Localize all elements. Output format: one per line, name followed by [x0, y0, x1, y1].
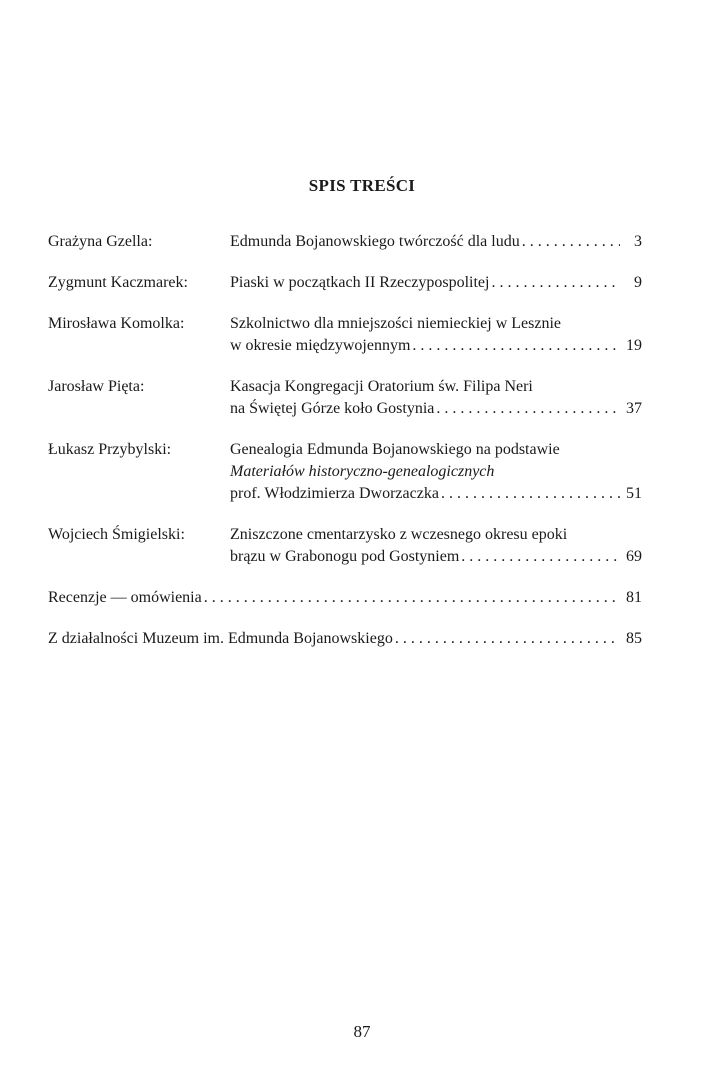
- dot-leader: [441, 483, 620, 505]
- toc-title-line: na Świętej Górze koło Gostynia: [230, 400, 435, 417]
- toc-title-line: Recenzje — omówienia: [48, 589, 202, 606]
- dot-leader: [436, 398, 620, 420]
- toc-entry-full: [48, 587, 642, 609]
- toc-title-line-italic: Materiałów historyczno-genealogicznych: [230, 463, 495, 480]
- dot-leader: [395, 628, 620, 650]
- toc-author: Wojciech Śmigielski:: [48, 526, 185, 543]
- toc-page-number: 51: [626, 485, 642, 502]
- toc-entry: [48, 272, 642, 294]
- dot-leader: [204, 587, 620, 609]
- dot-leader: [491, 272, 620, 294]
- toc-page-number: 81: [626, 589, 642, 606]
- toc-page-number: 9: [634, 274, 642, 291]
- toc-title-line: Piaski w początkach II Rzeczypospolitej: [230, 274, 490, 291]
- toc-author: Zygmunt Kaczmarek:: [48, 274, 188, 291]
- dot-leader: [412, 335, 620, 357]
- toc-author: Mirosława Komolka:: [48, 315, 185, 332]
- toc-page-number: 85: [626, 630, 642, 647]
- toc-entry: [48, 439, 642, 505]
- toc-page-number: 19: [626, 337, 642, 354]
- toc-title-line: Genealogia Edmunda Bojanowskiego na podstawie: [230, 441, 560, 458]
- dot-leader: [522, 231, 620, 253]
- toc-title-line: Z działalności Muzeum im. Edmunda Bojanowskiego: [48, 630, 393, 647]
- page-number: 87: [353, 1022, 371, 1041]
- toc-author: Jarosław Pięta:: [48, 378, 145, 395]
- toc-title-line: Kasacja Kongregacji Oratorium św. Filipa Neri: [230, 378, 533, 395]
- toc-title-line: w okresie międzywojennym: [230, 337, 411, 354]
- toc-title-line: brązu w Grabonogu pod Gostyniem: [230, 548, 460, 565]
- table-of-contents: [48, 231, 642, 669]
- toc-author: Grażyna Gzella:: [48, 233, 153, 250]
- toc-entry: [48, 313, 642, 357]
- toc-title-line: prof. Włodzimierza Dworzaczka: [230, 485, 439, 502]
- toc-author: Łukasz Przybylski:: [48, 441, 172, 458]
- toc-entry-full: [48, 628, 642, 650]
- dot-leader: [461, 546, 620, 568]
- toc-page-number: 3: [634, 233, 642, 250]
- toc-entry: [48, 524, 642, 568]
- toc-title-line: Szkolnictwo dla mniejszości niemieckiej w Lesznie: [230, 315, 562, 332]
- page-title: SPIS TREŚCI: [308, 176, 416, 195]
- toc-entry: [48, 376, 642, 420]
- toc-title-line: Zniszczone cmentarzysko z wczesnego okresu epoki: [230, 526, 568, 543]
- toc-page-number: 69: [626, 548, 642, 565]
- toc-entry: [48, 231, 642, 253]
- toc-page-number: 37: [626, 400, 642, 417]
- toc-title-line: Edmunda Bojanowskiego twórczość dla ludu: [230, 233, 520, 250]
